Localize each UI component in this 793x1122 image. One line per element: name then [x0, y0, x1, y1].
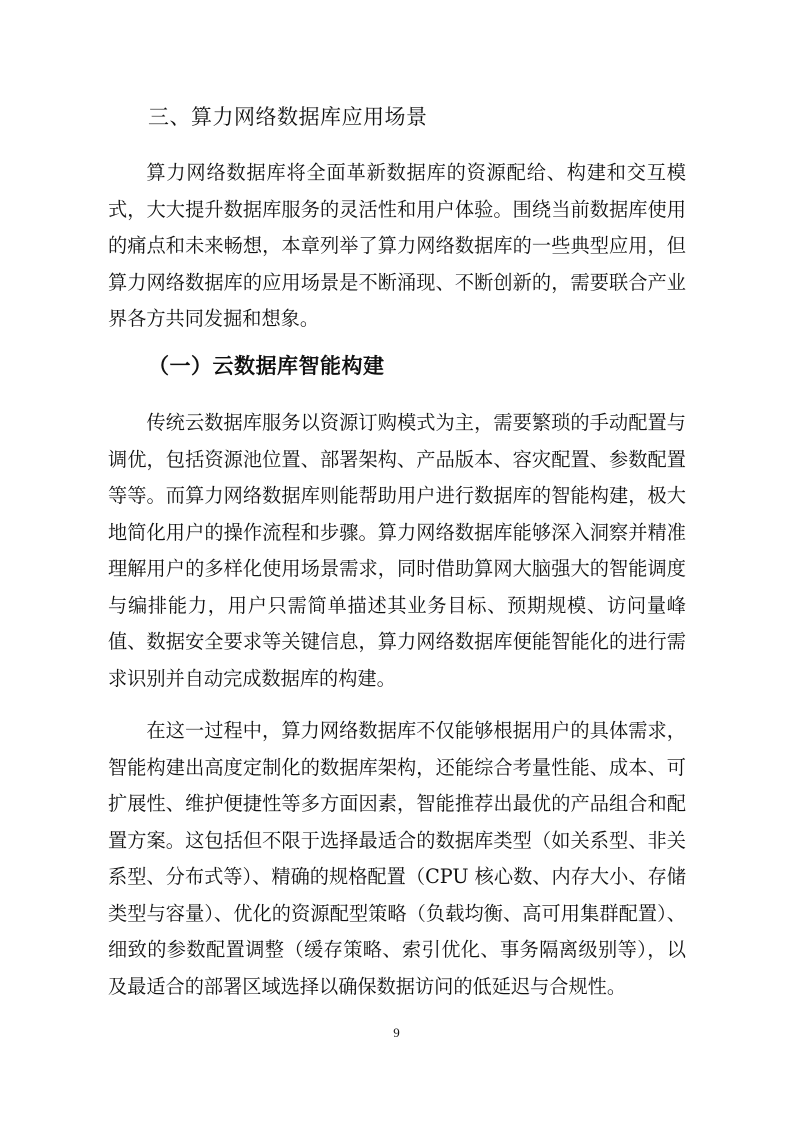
intro-paragraph: 算力网络数据库将全面革新数据库的资源配给、构建和交互模式，大大提升数据库服务的灵活性和用户体验。围绕当前数据库使用的痛点和未来畅想，本章列举了算力网络数据库的一些典型应用，但算力网络数据库的应用场景是不断涌现、不断创新的，需要联合产业界各方共同发掘和想象。: [108, 161, 686, 330]
section-heading: 三、算力网络数据库应用场景: [148, 105, 428, 129]
body-paragraph-1: 传统云数据库服务以资源订购模式为主，需要繁琐的手动配置与调优，包括资源池位置、部署架构、产品版本、容灾配置、参数配置等等。而算力网络数据库则能帮助用户进行数据库的智能构建，极大地简化用户的操作流程和步骤。算力网络数据库能够深入洞察并精准理解用户的多样化使用场景需求，同时借助算网大脑强大的智能调度与编排能力，用户只需简单描述其业务目标、预期规模、访问量峰值、数据安全要求等关键信息，算力网络数据库便能智能化的进行需求识别并自动完成数据库的构建。: [108, 411, 686, 690]
body-paragraph-2: 在这一过程中，算力网络数据库不仅能够根据用户的具体需求，智能构建出高度定制化的数据库架构，还能综合考量性能、成本、可扩展性、维护便捷性等多方面因素，智能推荐出最优的产品组合和配置方案。这包括但不限于选择最适合的数据库类型（如关系型、非关系型、分布式等）、精确的规格配置（CPU 核心数、内存大小、存储类型与容量）、优化的资源配型策略（负载均衡、高可用集群配置）、细致的参数配置调整（缓存策略、索引优化、事务隔离级别等），以及最适合的部署区域选择以确保数据访问的低延迟与合规性。: [108, 719, 686, 998]
page-number: 9: [393, 1025, 400, 1040]
subsection-heading: （一）云数据库智能构建: [148, 354, 385, 378]
